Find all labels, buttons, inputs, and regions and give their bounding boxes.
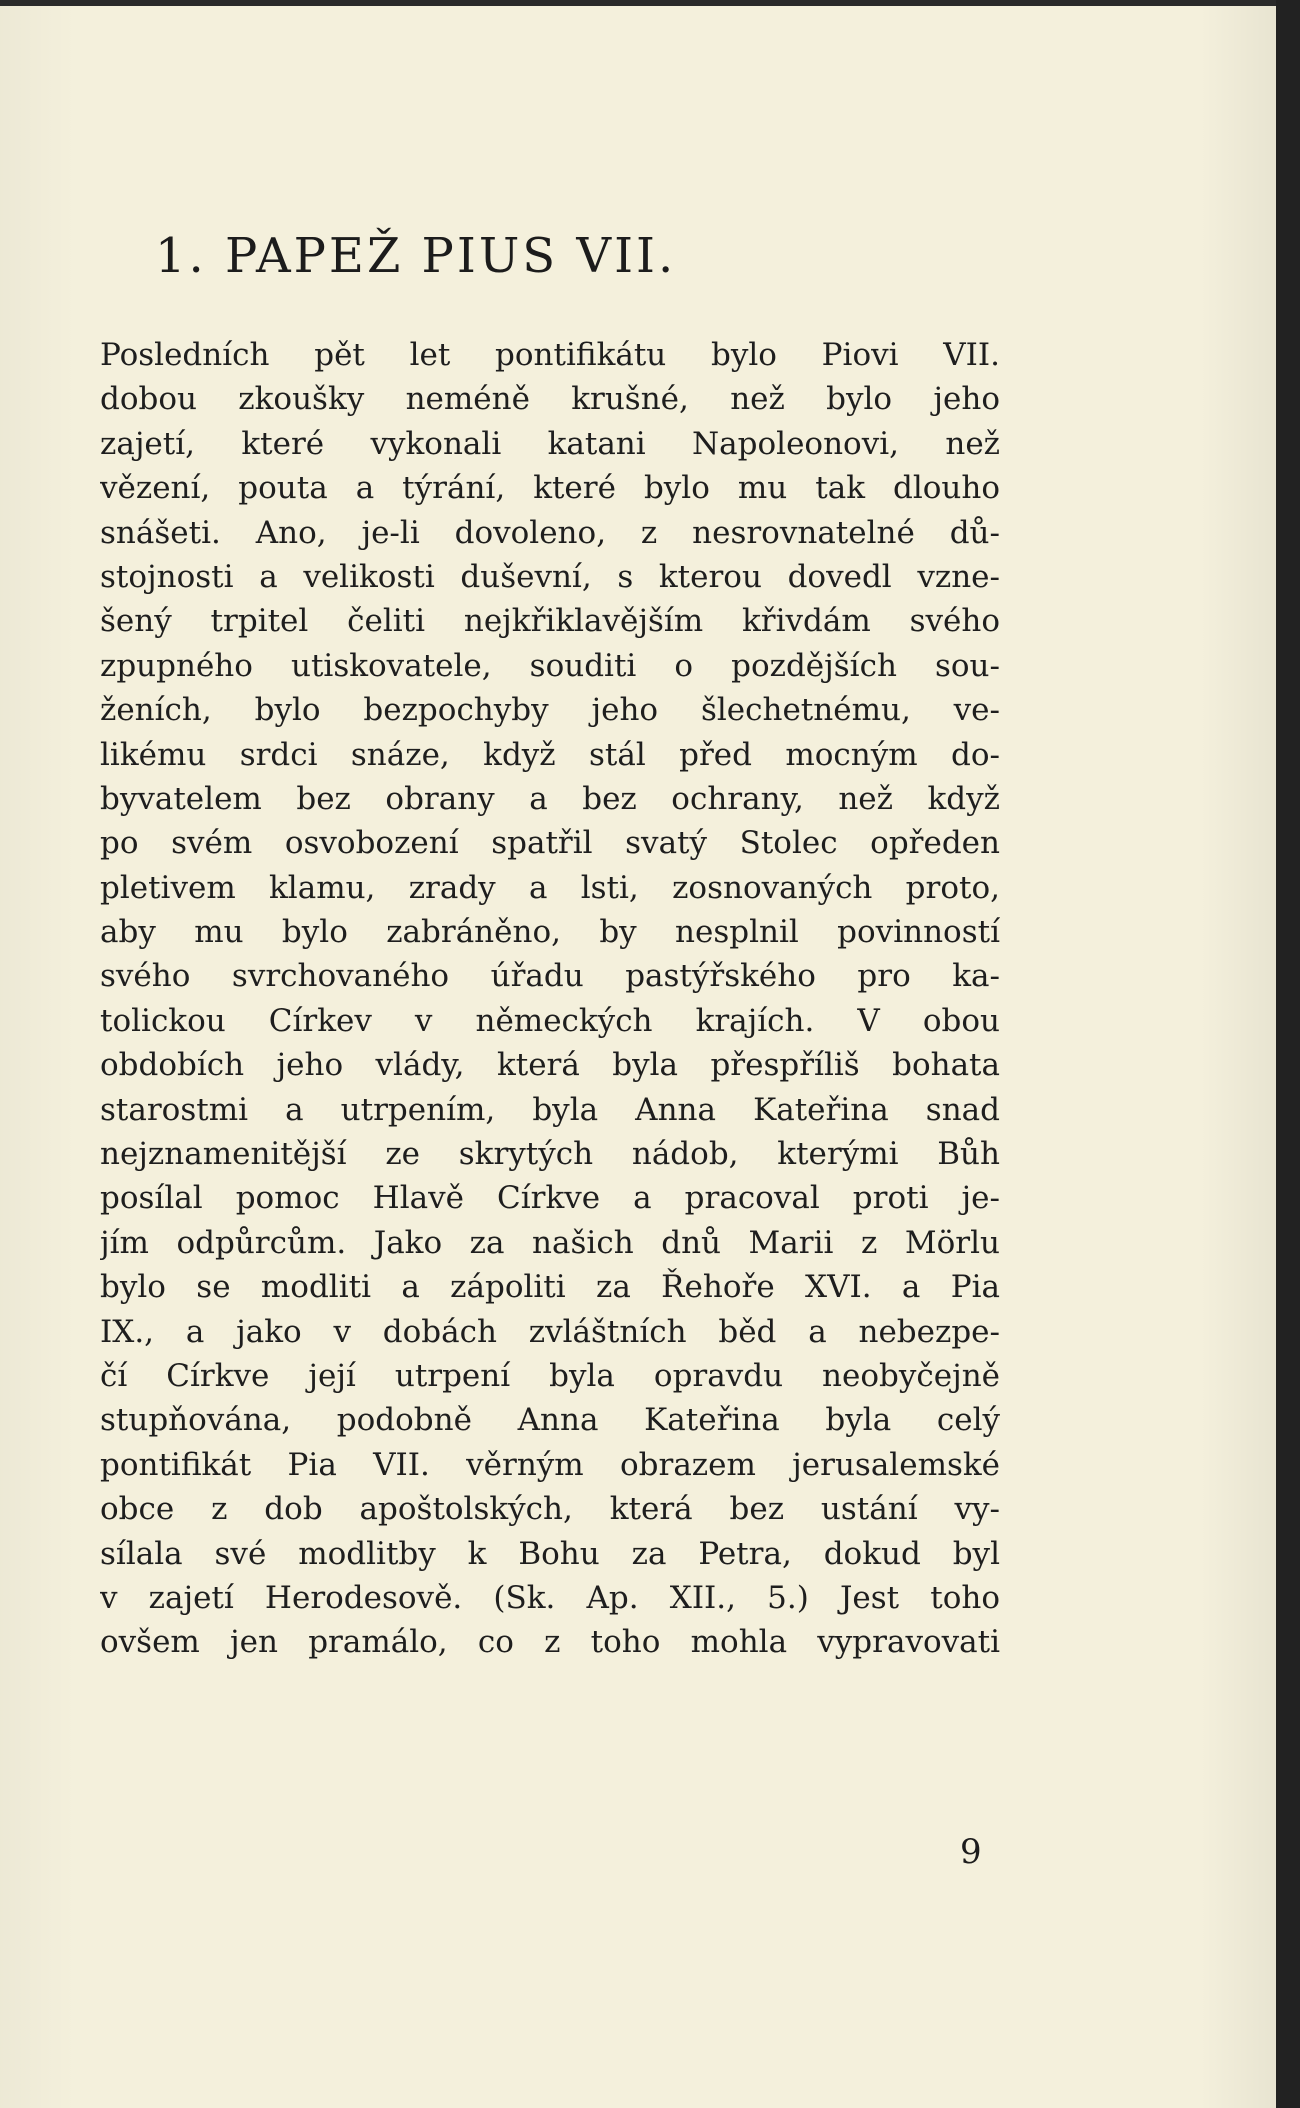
- text-line: svého svrchovaného úřadu pastýřského pro ka-: [100, 958, 1000, 995]
- text-line: pontifikát Pia VII. věrným obrazem jerusalemské: [100, 1446, 1000, 1483]
- text-line: obce z dob apoštolských, která bez ustání vy-: [100, 1491, 1000, 1528]
- text-line: Posledních pět let pontifikátu bylo Piovi VII.: [100, 337, 1000, 373]
- page-number: 9: [960, 1832, 982, 1872]
- text-line: v zajetí Herodesově. (Sk. Ap. XII., 5.) Jest toho: [100, 1579, 1000, 1616]
- text-line: starostmi a utrpením, byla Anna Kateřina snad: [100, 1091, 1000, 1128]
- text-line: stupňována, podobně Anna Kateřina byla celý: [100, 1402, 1000, 1439]
- text-line: po svém osvobození spatřil svatý Stolec opředen: [100, 825, 1000, 862]
- text-line: nejznamenitější ze skrytých nádob, kterými Bůh: [100, 1136, 1000, 1173]
- text-line: šený trpitel čeliti nejkřiklavějším křivdám svého: [100, 603, 1000, 640]
- scan-edge-right: [1276, 0, 1300, 2108]
- book-page: [0, 6, 1276, 2108]
- text-line: zajetí, které vykonali katani Napoleonovi, než: [100, 425, 1000, 462]
- text-line: pletivem klamu, zrady a lsti, zosnovaných proto,: [100, 869, 1000, 906]
- text-line: ovšem jen pramálo, co z toho mohla vypravovati: [100, 1624, 1000, 1661]
- text-line: tolickou Církev v německých krajích. V obou: [100, 1002, 1000, 1039]
- text-line: vězení, pouta a týrání, které bylo mu tak dlouho: [100, 470, 1000, 507]
- text-line: čí Církve její utrpení byla opravdu neobyčejně: [100, 1357, 1000, 1394]
- text-line: zpupného utiskovatele, souditi o pozdějších sou-: [100, 647, 1000, 684]
- text-line: likému srdci snáze, když stál před mocným do-: [100, 736, 1000, 773]
- text-line: obdobích jeho vlády, která byla přespříliš bohata: [100, 1047, 1000, 1084]
- text-line: ženích, bylo bezpochyby jeho šlechetnému, ve-: [100, 692, 1000, 729]
- text-line: posílal pomoc Hlavě Církve a pracoval proti je-: [100, 1180, 1000, 1217]
- text-line: jím odpůrcům. Jako za našich dnů Marii z Mörlu: [100, 1224, 1000, 1261]
- text-line: stojnosti a velikosti duševní, s kterou dovedl vzne-: [100, 558, 1000, 595]
- chapter-title: 1. PAPEŽ PIUS VII.: [155, 228, 677, 284]
- text-line: sílala své modlitby k Bohu za Petra, dokud byl: [100, 1535, 1000, 1572]
- text-line: dobou zkoušky neméně krušné, než bylo jeho: [100, 381, 1000, 418]
- text-line: bylo se modliti a zápoliti za Řehoře XVI. a Pia: [100, 1269, 1000, 1306]
- text-line: aby mu bylo zabráněno, by nesplnil povinností: [100, 914, 1000, 951]
- text-line: snášeti. Ano, je-li dovoleno, z nesrovnatelné dů-: [100, 514, 1000, 551]
- text-line: byvatelem bez obrany a bez ochrany, než když: [100, 780, 1000, 817]
- text-line: IX., a jako v dobách zvláštních běd a nebezpe-: [100, 1313, 1000, 1350]
- chapter-paragraph: [100, 333, 1000, 1665]
